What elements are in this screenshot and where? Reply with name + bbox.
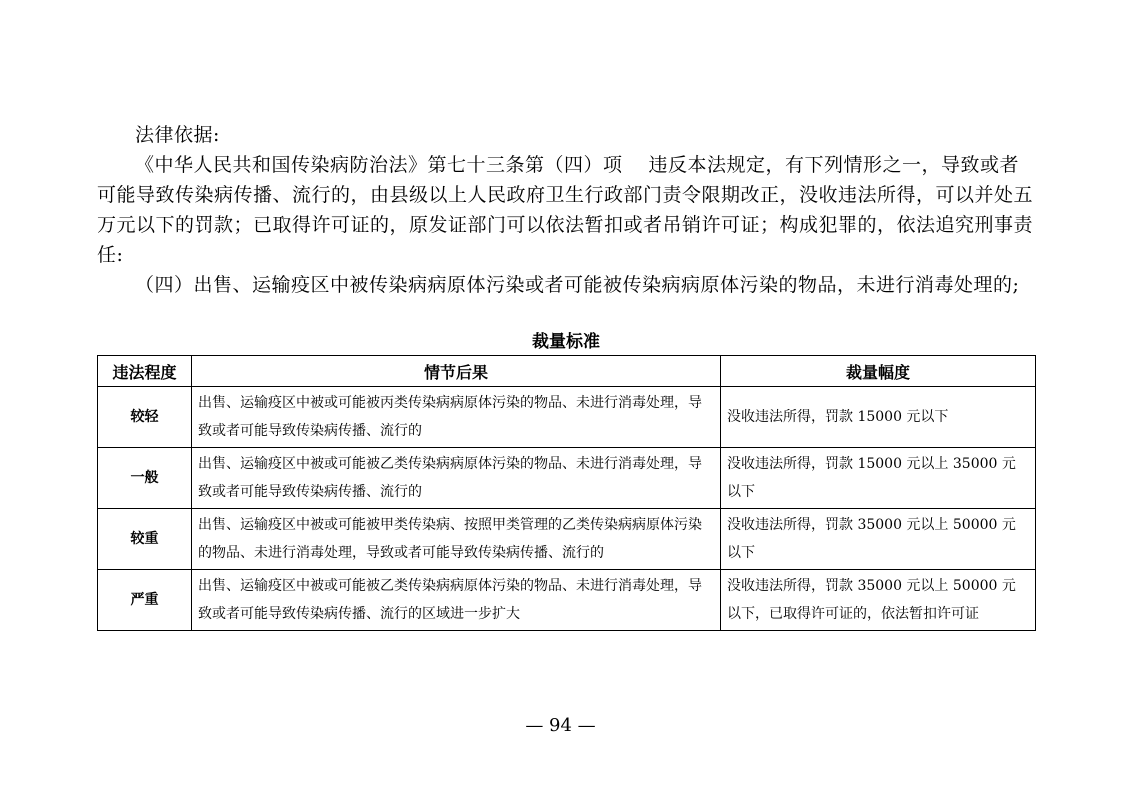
legal-basis-text xyxy=(97,120,1035,300)
row-level: 严重 xyxy=(98,570,192,631)
row-penalty: 没收违法所得，罚款 15000 元以上 35000 元以下 xyxy=(721,448,1036,509)
table-header-row xyxy=(98,356,1036,387)
row-penalty: 没收违法所得，罚款 35000 元以上 50000 元以下，已取得许可证的，依法暂扣许可证 xyxy=(721,570,1036,631)
legal-basis-heading: 法律依据: xyxy=(135,124,220,146)
row-penalty: 没收违法所得，罚款 15000 元以下 xyxy=(721,387,1036,448)
row-consequence: 出售、运输疫区中被或可能被乙类传染病病原体污染的物品、未进行消毒处理，导致或者可能导致传染病传播、流行的 xyxy=(192,448,721,509)
header-penalty-range: 裁量幅度 xyxy=(721,356,1036,387)
row-level: 一般 xyxy=(98,448,192,509)
discretion-standard-table xyxy=(97,355,1036,631)
table-row xyxy=(98,387,1036,448)
page-number: — 94 — xyxy=(525,715,596,736)
row-consequence: 出售、运输疫区中被或可能被甲类传染病、按照甲类管理的乙类传染病病原体污染的物品、未进行消毒处理，导致或者可能导致传染病传播、流行的 xyxy=(192,509,721,570)
row-consequence: 出售、运输疫区中被或可能被乙类传染病病原体污染的物品、未进行消毒处理，导致或者可能导致传染病传播、流行的区域进一步扩大 xyxy=(192,570,721,631)
table-row xyxy=(98,570,1036,631)
legal-article-paragraph: 《中华人民共和国传染病防治法》第七十三条第（四）项 违反本法规定，有下列情形之一，导致或者可能导致传染病传播、流行的，由县级以上人民政府卫生行政部门责令限期改正，没收违法所得，可以并处五万元以下的罚款；已取得许可证的，原发证部门可以依法暂扣或者吊销许可证；构成犯罪的，依法追究刑事责任: xyxy=(97,154,1034,266)
legal-item-paragraph: （四）出售、运输疫区中被传染病病原体污染或者可能被传染病病原体污染的物品，未进行消毒处理的; xyxy=(135,274,1020,296)
table-row xyxy=(98,509,1036,570)
row-level: 较重 xyxy=(98,509,192,570)
row-penalty: 没收违法所得，罚款 35000 元以上 50000 元以下 xyxy=(721,509,1036,570)
header-consequence: 情节后果 xyxy=(192,356,721,387)
row-consequence: 出售、运输疫区中被或可能被丙类传染病病原体污染的物品、未进行消毒处理，导致或者可能导致传染病传播、流行的 xyxy=(192,387,721,448)
table-row xyxy=(98,448,1036,509)
table-title: 裁量标准 xyxy=(532,332,600,352)
header-violation-level: 违法程度 xyxy=(98,356,192,387)
row-level: 较轻 xyxy=(98,387,192,448)
